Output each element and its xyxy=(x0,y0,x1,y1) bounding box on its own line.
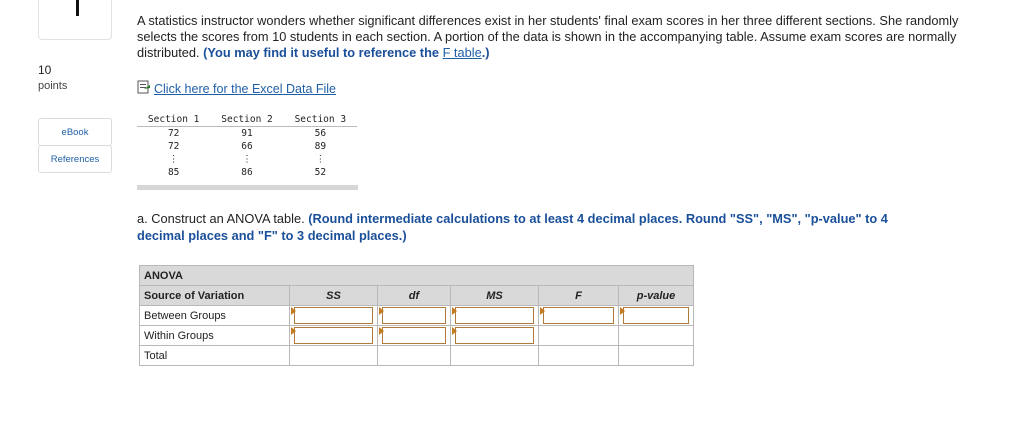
within-ss-cell xyxy=(290,326,378,346)
anova-row-between xyxy=(140,306,694,326)
input-marker-icon xyxy=(379,327,384,335)
data-header: Section 2 xyxy=(210,113,283,127)
input-marker-icon xyxy=(452,327,457,335)
question-number-marker xyxy=(76,0,79,16)
between-ss-cell xyxy=(290,306,378,326)
between-ms-cell xyxy=(451,306,539,326)
excel-data-link[interactable]: Click here for the Excel Data File xyxy=(154,81,337,96)
total-ms-cell xyxy=(451,346,539,366)
anova-row-label: Between Groups xyxy=(140,306,290,326)
data-cell: 72 xyxy=(167,128,180,139)
data-cell: 89 xyxy=(314,141,327,152)
anova-row-within xyxy=(140,326,694,346)
data-cell: 85 xyxy=(167,167,180,178)
between-f-input[interactable] xyxy=(543,307,614,324)
references-button[interactable]: References xyxy=(38,145,112,173)
data-cell: 66 xyxy=(241,141,253,152)
data-table-scrollbar[interactable] xyxy=(137,185,358,190)
within-ms-input[interactable] xyxy=(455,327,534,344)
within-ss-input[interactable] xyxy=(294,327,373,344)
problem-statement xyxy=(137,13,977,61)
part-a-label: a. Construct an ANOVA table. xyxy=(137,211,305,226)
ebook-button[interactable]: eBook xyxy=(38,118,112,146)
anova-header-pvalue: p-value xyxy=(619,286,694,306)
within-df-input[interactable] xyxy=(382,327,446,344)
data-table xyxy=(137,113,357,179)
input-marker-icon xyxy=(620,307,625,315)
input-marker-icon xyxy=(452,307,457,315)
anova-row-total xyxy=(140,346,694,366)
question-number-box xyxy=(38,0,112,40)
total-f-cell xyxy=(539,346,619,366)
input-marker-icon xyxy=(379,307,384,315)
anova-row-label: Within Groups xyxy=(140,326,290,346)
within-df-cell xyxy=(378,326,451,346)
data-cell: 86 xyxy=(241,167,253,178)
between-pvalue-cell xyxy=(619,306,694,326)
input-marker-icon xyxy=(291,307,296,315)
points-label: points xyxy=(38,80,68,92)
anova-header-ss: SS xyxy=(290,286,378,306)
within-pvalue-cell xyxy=(619,326,694,346)
part-a-rounding: (Round intermediate calculations to at least 4 decimal places. Round "SS", "MS", "p-value" to 4 decimal places and "F" to 3 decimal places.) xyxy=(137,211,888,243)
anova-header-df: df xyxy=(378,286,451,306)
data-cell: 91 xyxy=(241,128,253,139)
data-row xyxy=(137,153,357,166)
points-value: 10 xyxy=(38,63,52,77)
anova-row-label: Total xyxy=(140,346,290,366)
between-f-cell xyxy=(539,306,619,326)
data-row xyxy=(137,127,357,141)
between-df-input[interactable] xyxy=(382,307,446,324)
between-df-cell xyxy=(378,306,451,326)
data-cell: ⋮ xyxy=(168,154,179,165)
total-pvalue-cell xyxy=(619,346,694,366)
between-pvalue-input[interactable] xyxy=(623,307,689,324)
within-f-cell xyxy=(539,326,619,346)
data-row xyxy=(137,166,357,179)
within-ms-cell xyxy=(451,326,539,346)
problem-intro: A statistics instructor wonders whether significant differences exist in her students' final exam scores in her three different sections. She randomly selects the scores from 10 students in each section. A portion of the data is shown in the accompanying table. Assume exam scores are normally distributed. xyxy=(137,13,959,60)
hint-text: (You may find it useful to reference the F table.) xyxy=(203,45,490,60)
input-marker-icon xyxy=(291,327,296,335)
data-row xyxy=(137,140,357,153)
data-cell: ⋮ xyxy=(315,154,326,165)
anova-title: ANOVA xyxy=(140,266,694,286)
part-a-instructions xyxy=(137,210,937,244)
input-marker-icon xyxy=(540,307,545,315)
data-cell: 72 xyxy=(167,141,180,152)
excel-link-row[interactable] xyxy=(137,80,336,97)
between-ss-input[interactable] xyxy=(294,307,373,324)
data-cell: ⋮ xyxy=(242,154,252,165)
total-df-cell xyxy=(378,346,451,366)
anova-header-ms: MS xyxy=(451,286,539,306)
f-table-link[interactable]: F table xyxy=(442,45,482,60)
data-cell: 52 xyxy=(314,167,327,178)
data-cell: 56 xyxy=(314,128,327,139)
anova-header-f: F xyxy=(539,286,619,306)
data-header: Section 1 xyxy=(137,113,210,127)
excel-file-icon xyxy=(137,80,151,97)
between-ms-input[interactable] xyxy=(455,307,534,324)
total-ss-cell xyxy=(290,346,378,366)
anova-table xyxy=(139,265,694,366)
anova-header-source: Source of Variation xyxy=(140,286,290,306)
data-header: Section 3 xyxy=(284,113,357,127)
